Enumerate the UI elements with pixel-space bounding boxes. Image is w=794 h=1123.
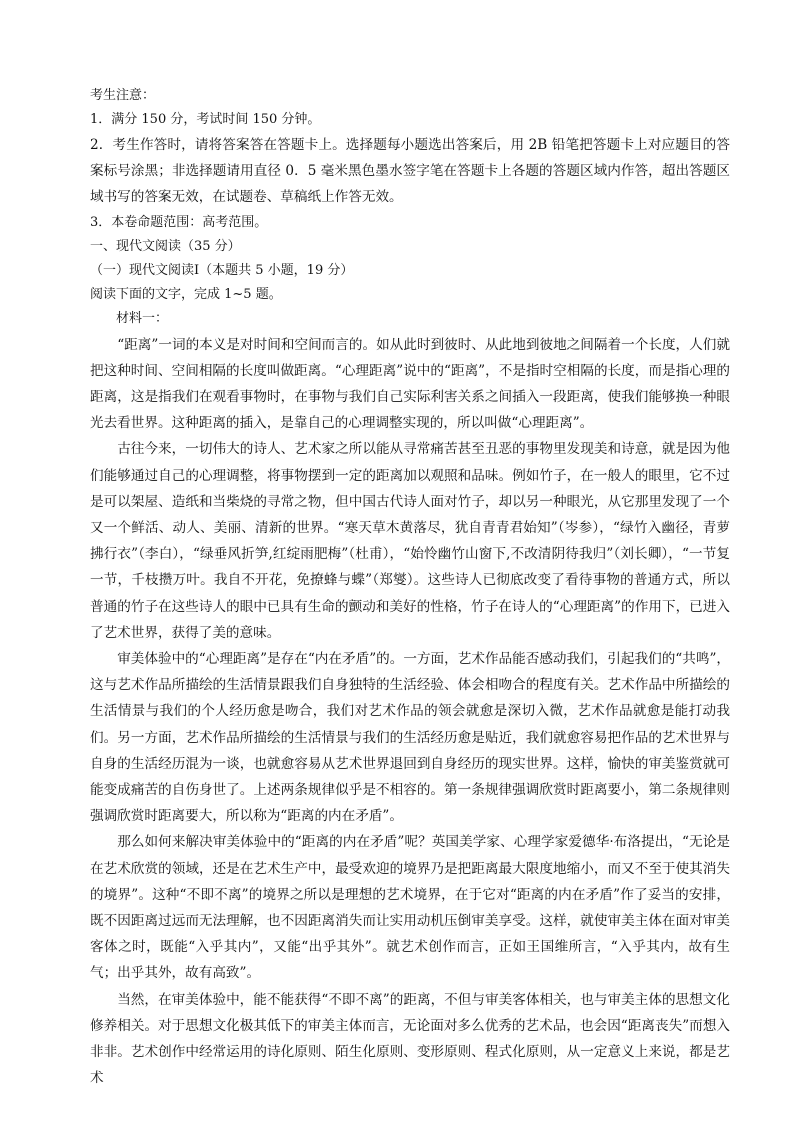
material-label: 材料一： (116, 310, 169, 326)
reading-instruction: 阅读下面的文字，完成 1~5 题。 (90, 286, 282, 302)
exam-page (90, 84, 730, 1092)
section-title: 一、现代文阅读（35 分） (90, 238, 241, 254)
section-subtitle: （一）现代文阅读Ⅰ（本题共 5 小题，19 分） (90, 262, 354, 278)
notice-item-3: 3．本卷命题范围：高考范围。 (90, 214, 268, 230)
paragraph-4: 那么如何来解决审美体验中的“距离的内在矛盾”呢？英国美学家、心理学家爱德华·布洛提出，“无论是在艺术欣赏的领域，还是在艺术生产中，最受欢迎的境界乃是把距离最大限度地缩小，而又不至于使其消失的境界”。这种“不即不离”的境界之所以是理想的艺术境界，在于它对“距离的内在矛盾”作了妥当的安排，既不因距离过远而无法理解，也不因距离消失而让实用动机压倒审美享受。这样，就使审美主体在面对审美客体之时，既能“入乎其内”，又能“出乎其外”。就艺术创作而言，正如王国维所言，“入乎其内，故有生气；出乎其外，故有高致”。 (90, 834, 730, 982)
paragraph-2: 古往今来，一切伟大的诗人、艺术家之所以能从寻常痛苦甚至丑恶的事物里发现美和诗意，就是因为他们能够通过自己的心理调整，将事物摆到一定的距离加以观照和品味。例如竹子，在一般人的眼里，它不过是可以架屋、造纸和当柴烧的寻常之物，但中国古代诗人面对竹子，却以另一种眼光，从它那里发现了一个又一个鲜活、动人、美丽、清新的世界。“寒天草木黄落尽，犹自青青君始知”（岑参），“绿竹入幽径，青萝拂行衣”（李白），“绿垂风折笋,红绽雨肥梅”（杜甫），“始怜幽竹山窗下,不改清阴待我归”（刘长卿），“一节复一节，千枝攒万叶。我自不开花，免撩蜂与蝶”（郑燮）。这些诗人已彻底改变了看待事物的普通方式，所以普通的竹子在这些诗人的眼中已具有生命的颤动和美好的性格，竹子在诗人的“心理距离”的作用下，已进入了艺术世界，获得了美的意味。 (90, 441, 730, 641)
paragraph-3: 审美体验中的“心理距离”是存在“内在矛盾”的。一方面，艺术作品能否感动我们，引起我们的“共鸣”，这与艺术作品所描绘的生活情景跟我们自身独特的生活经验、体会相吻合的程度有关。艺术作品中所描绘的生活情景与我们的个人经历愈是吻合，我们对艺术作品的领会就愈是深切入微，艺术作品就愈是能打动我们。另一方面，艺术作品所描绘的生活情景与我们的生活经历愈是贴近，我们就愈容易把作品的艺术世界与自身的生活经历混为一谈，也就愈容易从艺术世界退回到自身经历的现实世界。这样，愉快的审美鉴赏就可能变成痛苦的自伤身世了。上述两条规律似乎是不相容的。第一条规律强调欣赏时距离要小，第二条规律则强调欣赏时距离要大，所以称为“距离的内在矛盾”。 (90, 651, 730, 825)
notice-title: 考生注意： (90, 88, 156, 103)
paragraph-5: 当然，在审美体验中，能不能获得“不即不离”的距离，不但与审美客体相关，也与审美主体的思想文化修养相关。对于思想文化极其低下的审美主体而言，无论面对多么优秀的艺术品，也会因“距离丧失”而想入非非。艺术创作中经常运用的诗化原则、陌生化原则、变形原则、程式化原则，从一定意义上来说，都是艺术 (90, 991, 730, 1087)
notice-item-1: 1．满分 150 分，考试时间 150 分钟。 (90, 112, 321, 127)
paragraph-1: “距离”一词的本义是对时间和空间而言的。如从此时到彼时、从此地到彼地之间隔着一个长度，人们就把这种时间、空间相隔的长度叫做距离。“心理距离”说中的“距离”，不是指时空相隔的长度，而是指心理的距离，这是指我们在观看事物时，在事物与我们自己实际利害关系之间插入一段距离，使我们能够换一种眼光去看世界。这种距离的插入，是靠自己的心理调整实现的，所以叫做“心理距离”。 (90, 336, 730, 432)
notice-item-2: 2．考生作答时，请将答案答在答题卡上。选择题每小题选出答案后，用 2B 铅笔把答题卡上对应题目的答案标号涂黑；非选择题请用直径 0．5 毫米黑色墨水签字笔在答题卡上各题的答题区域内作答，超出答题区域书写的答案无效，在试题卷、草稿纸上作答无效。 (90, 137, 730, 206)
